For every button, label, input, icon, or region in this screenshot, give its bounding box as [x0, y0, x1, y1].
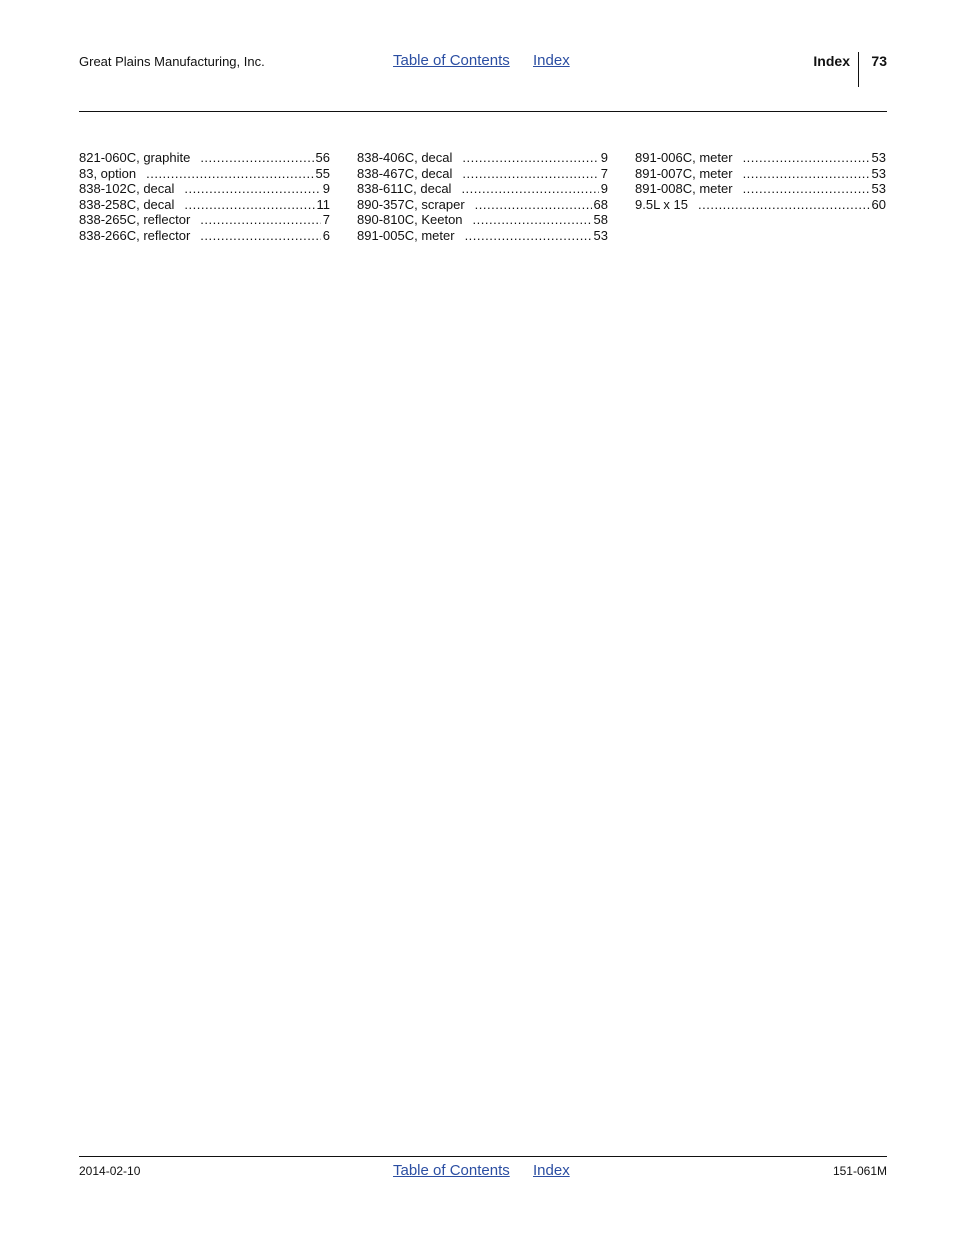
index-page[interactable]: 7 [322, 212, 330, 228]
index-entry[interactable] [357, 181, 608, 197]
header-rule [79, 111, 887, 112]
index-page[interactable]: 53 [871, 150, 886, 165]
index-page[interactable]: 55 [315, 165, 330, 181]
index-entry[interactable] [357, 166, 608, 182]
index-page[interactable]: 9 [600, 181, 608, 197]
dot-leader [184, 197, 314, 213]
index-term: 838-467C, decal [357, 165, 453, 181]
index-entry[interactable] [79, 212, 330, 228]
page-header [79, 48, 887, 88]
index-column-1 [79, 150, 330, 244]
dot-leader [184, 181, 320, 197]
index-page[interactable]: 11 [316, 196, 330, 212]
index-page[interactable]: 60 [871, 196, 886, 212]
section-title: Index [813, 53, 850, 69]
dot-leader [698, 197, 870, 213]
index-entry[interactable] [357, 197, 608, 213]
dot-leader [200, 228, 320, 244]
index-entry[interactable] [635, 150, 886, 166]
index-term: 838-102C, decal [79, 181, 175, 197]
dot-leader [475, 197, 592, 213]
footer-rule [79, 1156, 887, 1157]
index-entry[interactable] [635, 197, 886, 213]
index-page[interactable]: 56 [315, 150, 330, 165]
footer-toc-link[interactable]: Table of Contents [393, 1162, 510, 1179]
dot-leader [743, 166, 870, 182]
header-index-link[interactable]: Index [533, 52, 570, 69]
index-term: 891-008C, meter [635, 181, 733, 197]
index-page[interactable]: 53 [593, 227, 608, 243]
index-page[interactable]: 6 [322, 227, 330, 243]
footer-index-link[interactable]: Index [533, 1162, 570, 1179]
dot-leader [146, 166, 313, 182]
dot-leader [473, 212, 592, 228]
index-entry[interactable] [635, 166, 886, 182]
index-page[interactable]: 68 [593, 196, 608, 212]
index-column-3 [635, 150, 886, 212]
index-term: 83, option [79, 165, 137, 181]
dot-leader [462, 150, 598, 166]
company-name: Great Plains Manufacturing, Inc. [79, 54, 265, 69]
index-term: 9.5L x 15 [635, 196, 689, 212]
index-term: 838-258C, decal [79, 196, 175, 212]
dot-leader [743, 150, 870, 166]
index-page[interactable]: 9 [322, 181, 330, 197]
footer-date: 2014-02-10 [79, 1164, 141, 1178]
dot-leader [465, 228, 592, 244]
index-term: 890-357C, scraper [357, 196, 465, 212]
index-page[interactable]: 53 [871, 181, 886, 197]
index-entry[interactable] [79, 181, 330, 197]
header-toc-link[interactable]: Table of Contents [393, 52, 510, 69]
index-entry[interactable] [357, 212, 608, 228]
index-column-2 [357, 150, 608, 244]
index-term: 891-006C, meter [635, 150, 733, 165]
header-divider [858, 52, 859, 87]
index-entry[interactable] [79, 150, 330, 166]
index-entry[interactable] [79, 166, 330, 182]
index-term: 890-810C, Keeton [357, 212, 463, 228]
index-entry[interactable] [79, 197, 330, 213]
index-term: 838-265C, reflector [79, 212, 191, 228]
dot-leader [200, 212, 320, 228]
index-page[interactable]: 9 [600, 150, 608, 165]
index-term: 838-611C, decal [357, 181, 452, 197]
dot-leader [743, 181, 870, 197]
index-entry[interactable] [357, 228, 608, 244]
dot-leader [200, 150, 313, 166]
index-term: 891-007C, meter [635, 165, 733, 181]
dot-leader [461, 181, 598, 197]
page-number: 73 [871, 53, 887, 69]
dot-leader [462, 166, 598, 182]
index-page[interactable]: 58 [593, 212, 608, 228]
index-page[interactable]: 7 [600, 165, 608, 181]
index-entry[interactable] [635, 181, 886, 197]
footer-doc-number: 151-061M [832, 1164, 887, 1178]
index-term: 838-266C, reflector [79, 227, 191, 243]
index-term: 838-406C, decal [357, 150, 453, 165]
index-term: 891-005C, meter [357, 227, 455, 243]
index-entry[interactable] [79, 228, 330, 244]
index-entry[interactable] [357, 150, 608, 166]
index-page[interactable]: 53 [871, 165, 886, 181]
index-term: 821-060C, graphite [79, 150, 191, 165]
